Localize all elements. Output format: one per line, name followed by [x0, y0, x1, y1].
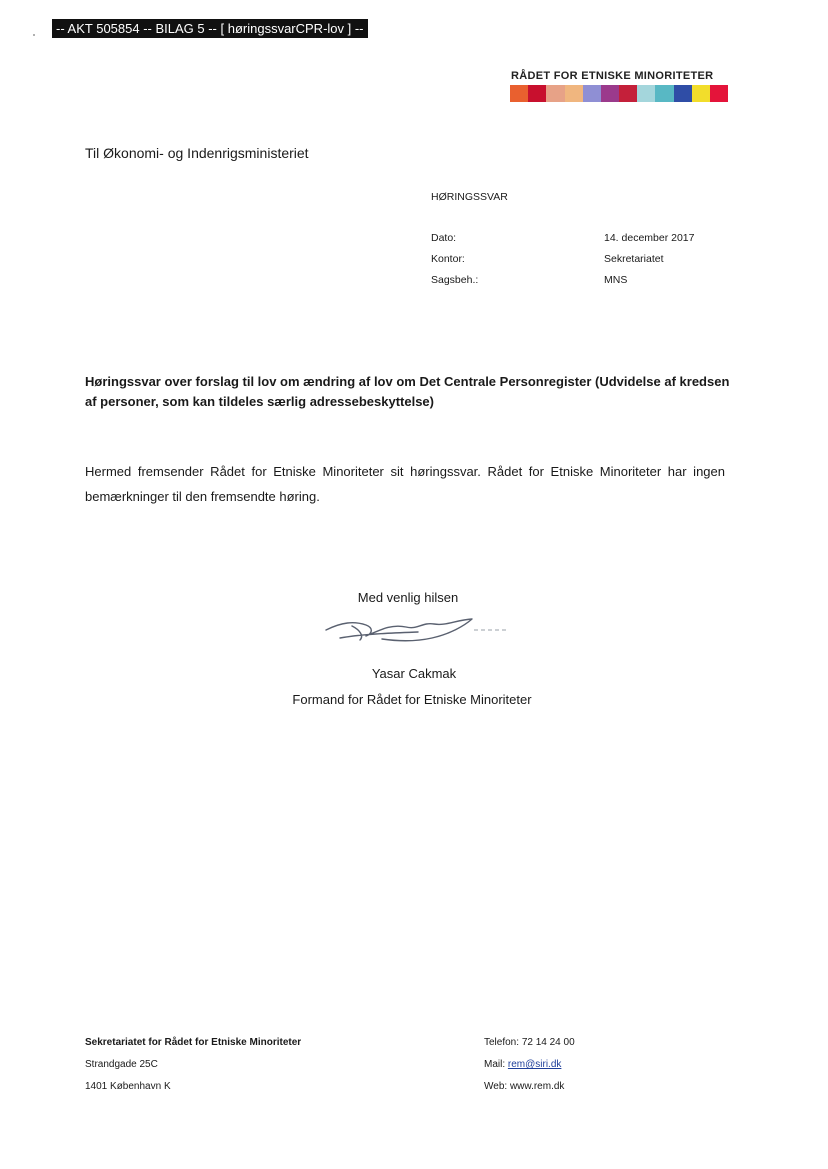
organization-logo-color-bar	[510, 85, 728, 102]
footer-street: Strandgade 25C	[85, 1059, 158, 1070]
closing-text: Med venlig hilsen	[357, 590, 459, 605]
footer-mail-label: Mail:	[484, 1059, 506, 1070]
meta-value-office: Sekretariatet	[604, 253, 664, 265]
logo-color-block	[583, 85, 601, 102]
logo-color-block	[510, 85, 528, 102]
logo-color-block	[601, 85, 619, 102]
footer-phone-label: Telefon:	[484, 1037, 520, 1048]
scan-speck	[33, 34, 35, 36]
signer-title	[0, 692, 828, 707]
logo-color-block	[692, 85, 710, 102]
footer-organization: Sekretariatet for Rådet for Etniske Minoriteter	[85, 1037, 302, 1048]
logo-color-block	[674, 85, 692, 102]
logo-color-block	[619, 85, 637, 102]
footer-mail-link[interactable]: rem@siri.dk	[507, 1059, 562, 1070]
meta-value-case-handler: MNS	[604, 274, 628, 286]
logo-color-block	[710, 85, 728, 102]
logo-color-block	[565, 85, 583, 102]
footer-phone-value: 72 14 24 00	[521, 1037, 575, 1048]
meta-label-date: Dato:	[431, 232, 457, 244]
meta-label-case-handler: Sagsbeh.:	[431, 274, 479, 286]
meta-label-office: Kontor:	[431, 253, 465, 265]
document-type: HØRINGSSVAR	[431, 191, 508, 203]
footer-phone	[484, 1037, 575, 1048]
logo-color-block	[655, 85, 673, 102]
footer-web-value: www.rem.dk	[509, 1081, 565, 1092]
letter-subject: Høringssvar over forslag til lov om ændring af lov om Det Centrale Personregister (Udvidelse af kredsen af personer, som kan tildeles særlig adressebeskyttelse)	[85, 374, 730, 409]
organization-logo-text: RÅDET FOR ETNISKE MINORITETER	[511, 70, 714, 82]
recipient-line: Til Økonomi- og Indenrigsministeriet	[85, 145, 309, 161]
letter-body: Hermed fremsender Rådet for Etniske Minoriteter sit høringssvar. Rådet for Etniske Minoriteter har ingen bemærkninger til den fremsendte høring.	[85, 464, 725, 504]
meta-value-date: 14. december 2017	[604, 232, 695, 244]
closing-phrase	[0, 590, 828, 605]
document-stamp: -- AKT 505854 -- BILAG 5 -- [ høringssvarCPR-lov ] --	[52, 19, 368, 38]
logo-color-block	[546, 85, 564, 102]
logo-color-block	[637, 85, 655, 102]
footer-web	[484, 1081, 564, 1092]
logo-color-block	[528, 85, 546, 102]
footer-city: 1401 København K	[85, 1081, 171, 1092]
signer-name-text: Yasar Cakmak	[371, 666, 457, 681]
footer-web-label: Web:	[484, 1081, 508, 1092]
footer-mail	[484, 1059, 561, 1070]
signer-title-text: Formand for Rådet for Etniske Minoriteter	[292, 692, 532, 707]
handwritten-signature	[322, 614, 512, 646]
signer-name	[0, 666, 828, 681]
